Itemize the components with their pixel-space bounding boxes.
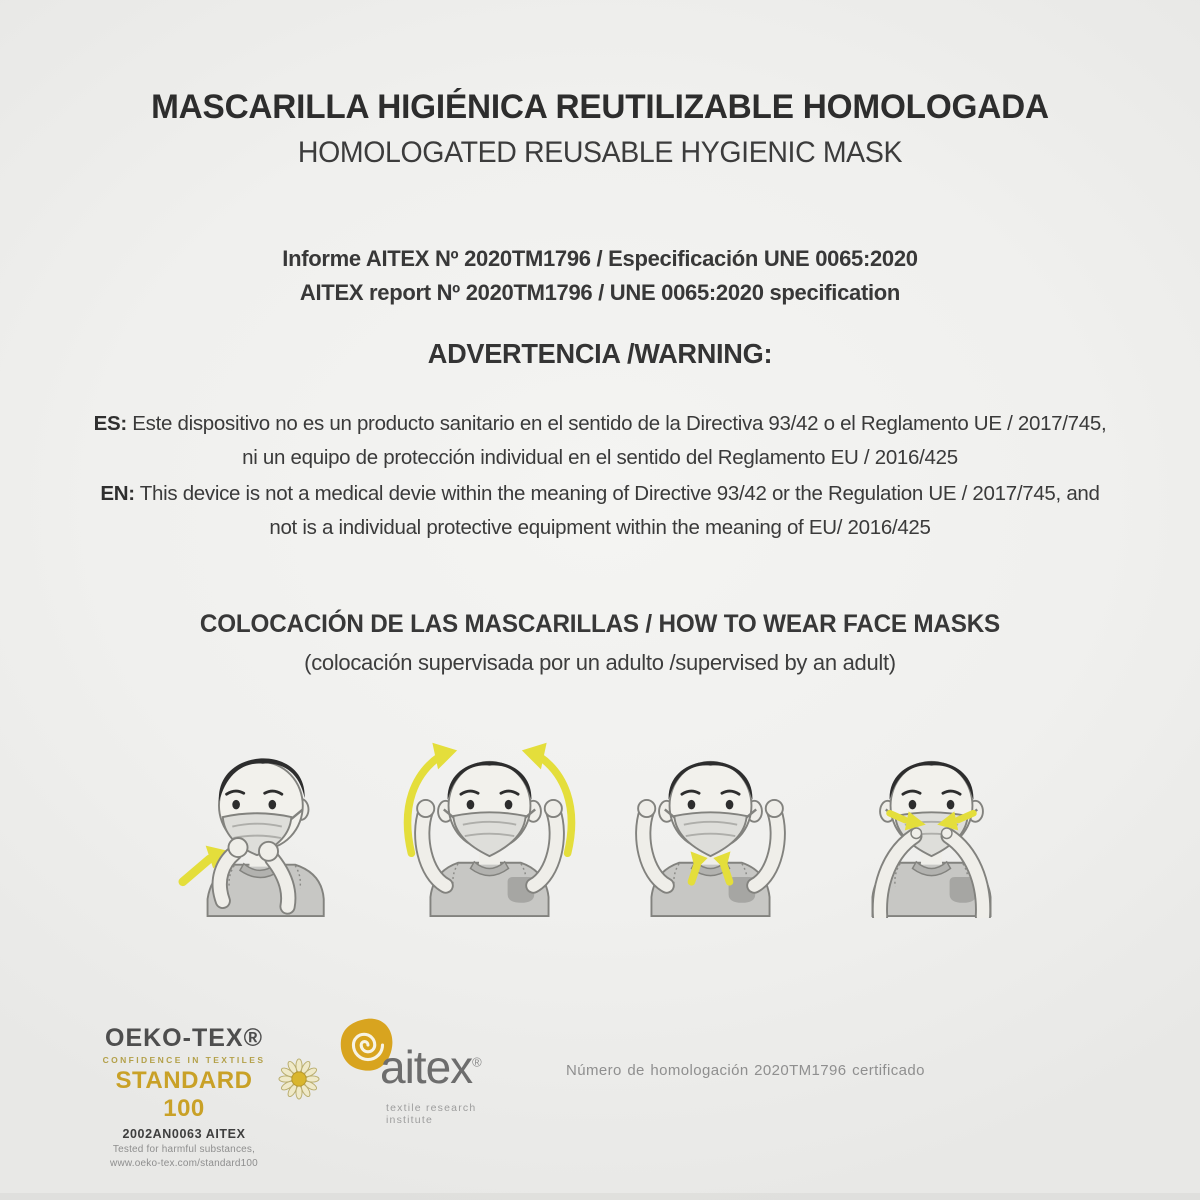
warning-en-text: This device is not a medical devie within the meaning of Directive 93/42 or the Regulation UE / 2017/745, and not is a individual protective equipment within the meaning of EU/ 2016/425 <box>139 481 1100 539</box>
oeko-tex-standard-100: STANDARD 100 <box>115 1067 253 1122</box>
oeko-tex-note-line1: Tested for harmful substances, <box>112 1144 256 1155</box>
warning-es-label: ES: <box>93 411 127 435</box>
instructions-subheading: (colocación supervisada por un adulto /supervised by an adult) <box>304 650 896 675</box>
warning-heading: ADVERTENCIA /WARNING: <box>427 338 773 369</box>
report-line-english: AITEX report Nº 2020TM1796 / UNE 0065:2020 specification <box>299 280 901 305</box>
aitex-registered-mark: ® <box>472 1054 481 1070</box>
aitex-wordmark: aitex® <box>380 1041 481 1093</box>
product-title-english: HOMOLOGATED REUSABLE HYGIENIC MASK <box>297 136 903 169</box>
product-title-spanish: MASCARILLA HIGIÉNICA REUTILIZABLE HOMOLOGADA <box>151 88 1049 126</box>
oeko-tex-tagline: CONFIDENCE IN TEXTILES <box>102 1055 266 1065</box>
homologation-number-text: Número de homologación 2020TM1796 certificado <box>566 1062 925 1079</box>
warning-en-label: EN: <box>100 481 135 505</box>
report-line-spanish: Informe AITEX Nº 2020TM1796 / Especificación UNE 0065:2020 <box>282 246 918 271</box>
aitex-tagline: textile research institute <box>386 1102 477 1126</box>
aitex-logo <box>332 1014 522 1126</box>
pinch-nose-clip-icon <box>834 718 1029 918</box>
oeko-tex-license-number: 2002AN0063 AITEX <box>122 1127 246 1141</box>
warning-paragraph-english <box>90 477 1110 545</box>
hold-mask-over-mouth-icon <box>171 718 366 918</box>
warning-paragraph-spanish <box>90 407 1110 475</box>
oeko-tex-brand: OEKO-TEX® <box>105 1024 263 1052</box>
oeko-tex-flower-icon <box>278 1058 320 1100</box>
oeko-tex-certification-label <box>98 1024 270 1169</box>
mask-wearing-steps <box>0 718 1200 918</box>
oeko-tex-note-line2: www.oeko-tex.com/standard100 <box>110 1158 258 1169</box>
instructions-heading: COLOCACIÓN DE LAS MASCARILLAS / HOW TO WEAR FACE MASKS <box>199 610 1001 638</box>
warning-es-text: Este dispositivo no es un producto sanitario en el sentido de la Directiva 93/42 o el Reglamento UE / 2017/745, ni un equipo de protección individual en el sentido del Reglamento EU / 2016/425 <box>132 411 1107 469</box>
fit-mask-under-chin-icon <box>613 718 808 918</box>
pull-straps-behind-ears-icon <box>392 718 587 918</box>
